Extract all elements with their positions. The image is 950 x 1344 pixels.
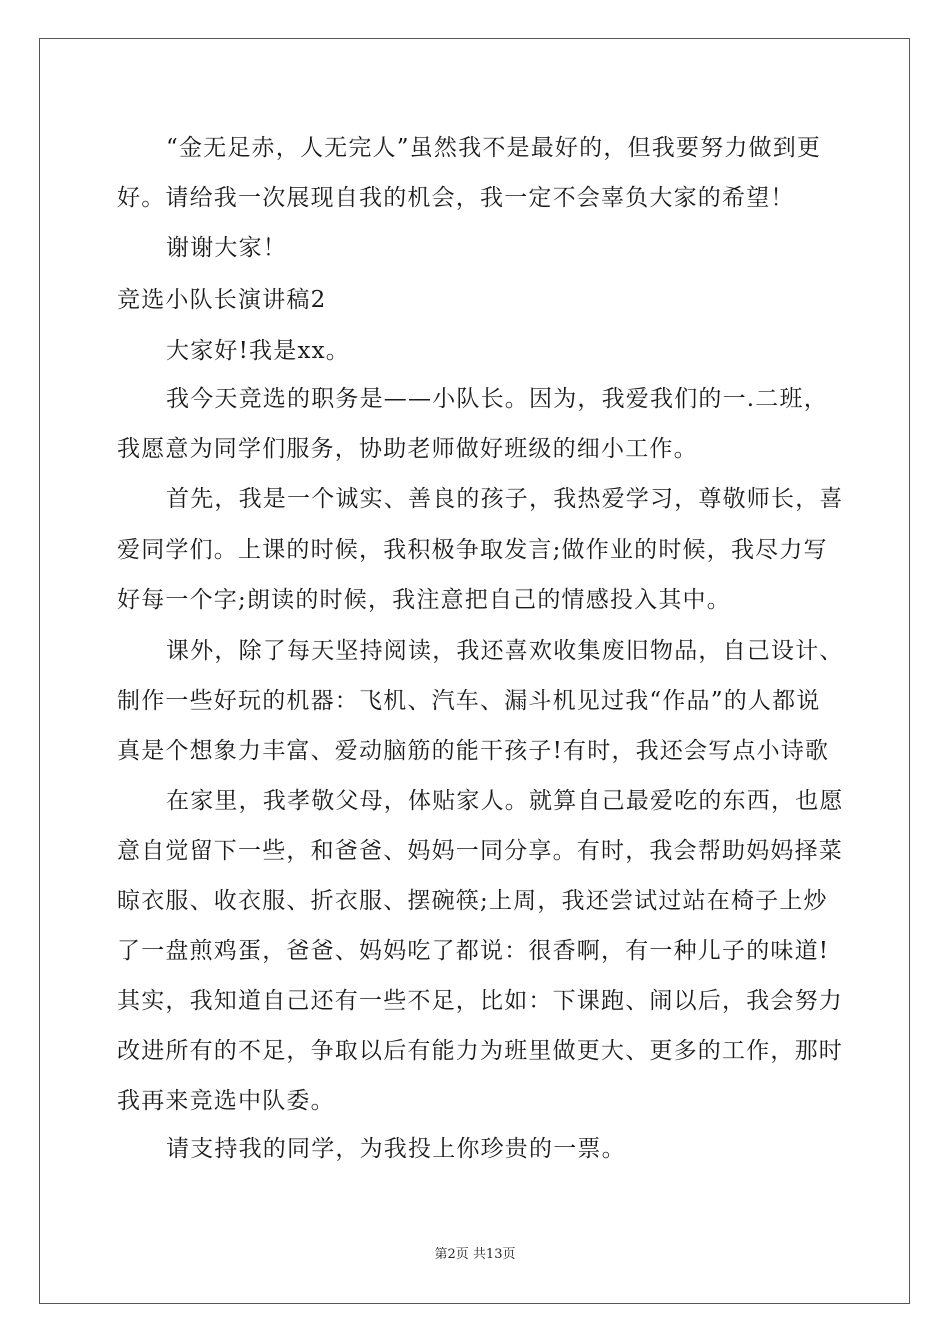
paragraph-5-line-3: 真是个想象力丰富、爱动脑筋的能干孩子!有时，我还会写点小诗歌 xyxy=(117,738,830,764)
paragraph-6-line-1: 在家里，我孝敬父母，体贴家人。就算自己最爱吃的东西，也愿 xyxy=(166,788,844,814)
paragraph-4-line-2: 爱同学们。上课的时候，我积极争取发言;做作业的时候，我尽力写 xyxy=(117,537,828,563)
paragraph-6-line-5: 其实，我知道自己还有一些不足，比如：下课跑、闹以后，我会努力 xyxy=(117,988,843,1014)
paragraph-4-line-3: 好每一个字;朗读的时候，我注意把自己的情感投入其中。 xyxy=(117,587,731,613)
paragraph-3-line-1: 我今天竞选的职务是——小队长。因为，我爱我们的一.二班， xyxy=(166,386,828,412)
paragraph-5-line-1: 课外，除了每天坚持阅读，我还喜欢收集废旧物品，自己设计、 xyxy=(166,638,844,664)
paragraph-4-line-1: 首先，我是一个诚实、善良的孩子，我热爱学习，尊敬师长，喜 xyxy=(166,486,844,512)
paragraph-5-line-2: 制作一些好玩的机器：飞机、汽车、漏斗机见过我“作品”的人都说 xyxy=(117,688,821,714)
paragraph-3-line-2: 我愿意为同学们服务，协助老师做好班级的细小工作。 xyxy=(117,436,698,462)
paragraph-6-line-7: 我再来竞选中队委。 xyxy=(117,1088,335,1114)
paragraph-2-line-1: 谢谢大家！ xyxy=(166,235,287,261)
paragraph-6-line-6: 改进所有的不足，争取以后有能力为班里做更大、更多的工作，那时 xyxy=(117,1038,843,1064)
closing-line: 请支持我的同学，为我投上你珍贵的一票。 xyxy=(166,1136,626,1162)
paragraph-6-line-3: 晾衣服、收衣服、折衣服、摆碗筷;上周，我还尝试过站在椅子上炒 xyxy=(117,888,828,914)
paragraph-1-line-2: 好。请给我一次展现自我的机会，我一定不会辜负大家的希望！ xyxy=(117,185,795,211)
page-footer: 第2页 共13页 xyxy=(434,1247,516,1262)
paragraph-1-line-1: “金无足赤，人无完人”虽然我不是最好的，但我要努力做到更 xyxy=(166,135,822,161)
greeting-line: 大家好!我是xx。 xyxy=(166,338,350,364)
paragraph-6-line-4: 了一盘煎鸡蛋，爸爸、妈妈吃了都说：很香啊，有一种儿子的味道! xyxy=(117,938,830,964)
section-title: 竞选小队长演讲稿2 xyxy=(117,287,327,313)
paragraph-6-line-2: 意自觉留下一些，和爸爸、妈妈一同分享。有时，我会帮助妈妈择菜 xyxy=(117,838,843,864)
